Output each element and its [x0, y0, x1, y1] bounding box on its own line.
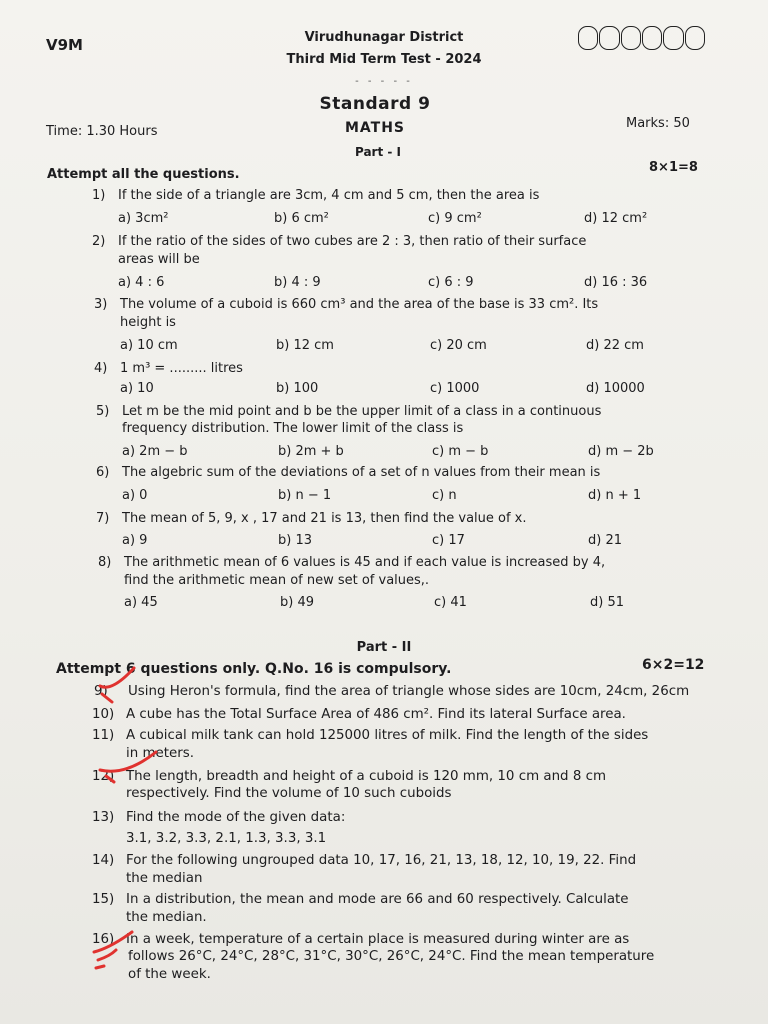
option-b: b) 100 — [276, 381, 319, 396]
question-text: The volume of a cuboid is 660 cm³ and the area of the base is 33 cm². Its — [120, 297, 599, 312]
header-divider: - - - - - — [355, 76, 413, 87]
question-15 — [92, 891, 629, 909]
question-text: If the side of a triangle are 3cm, 4 cm and 5 cm, then the area is — [118, 188, 540, 203]
option-c: c) n — [432, 488, 457, 503]
question-text-cont: height is — [120, 315, 176, 330]
question-text-cont: the median — [126, 871, 203, 886]
test-title: Third Mid Term Test - 2024 — [286, 52, 482, 67]
question-text-cont: in meters. — [126, 746, 194, 761]
option-a: a) 3cm² — [118, 211, 169, 226]
option-a: a) 4 : 6 — [118, 275, 165, 290]
option-d: d) 16 : 36 — [584, 275, 648, 290]
part-two-title: Part - II — [356, 640, 412, 655]
option-a: a) 10 cm — [120, 338, 178, 353]
question-text: Using Heron's formula, find the area of triangle whose sides are 10cm, 24cm, 26cm — [128, 684, 690, 699]
time-allowed: Time: 1.30 Hours — [46, 124, 158, 139]
total-marks: Marks: 50 — [626, 116, 690, 131]
option-b: b) 4 : 9 — [274, 275, 321, 290]
question-number: 7) — [96, 511, 110, 526]
option-a: a) 10 — [120, 381, 154, 396]
question-3 — [94, 296, 598, 314]
part-two-instruction: Attempt 6 questions only. Q.No. 16 is compulsory. — [56, 661, 452, 677]
question-text-cont: areas will be — [118, 252, 200, 267]
question-number: 11) — [92, 728, 115, 743]
option-a: a) 45 — [124, 595, 158, 610]
register-box — [642, 26, 662, 50]
option-d: d) 21 — [588, 533, 622, 548]
option-c: c) 1000 — [430, 381, 480, 396]
question-text-cont: follows 26°C, 24°C, 28°C, 31°C, 30°C, 26°C, 24°C. Find the mean temperature — [128, 949, 655, 964]
subject-title: MATHS — [344, 120, 406, 136]
option-b: b) 49 — [280, 595, 314, 610]
part-two-score: 6×2=12 — [642, 657, 705, 673]
question-number: 13) — [92, 810, 115, 825]
register-box — [578, 26, 598, 50]
question-text: Find the mode of the given data: — [126, 810, 346, 825]
register-box — [599, 26, 619, 50]
option-a: a) 9 — [122, 533, 148, 548]
question-number: 3) — [94, 297, 108, 312]
paper-code: V9M — [46, 36, 83, 54]
question-number: 4) — [94, 361, 108, 376]
question-text: A cube has the Total Surface Area of 486 cm². Find its lateral Surface area. — [126, 707, 626, 722]
question-text: The arithmetic mean of 6 values is 45 and if each value is increased by 4, — [124, 555, 606, 570]
question-text: Let m be the mid point and b be the upper limit of a class in a continuous — [122, 404, 602, 419]
question-10 — [92, 706, 626, 724]
option-b: b) 13 — [278, 533, 312, 548]
question-number: 5) — [96, 404, 110, 419]
question-text: In a week, temperature of a certain place is measured during winter are as — [126, 932, 630, 947]
question-1 — [92, 187, 539, 205]
question-5 — [96, 403, 601, 421]
option-d: d) m − 2b — [588, 444, 654, 459]
part-one-instruction: Attempt all the questions. — [47, 167, 240, 182]
question-text: The mean of 5, 9, x , 17 and 21 is 13, then find the value of x. — [122, 511, 527, 526]
question-text-cont: of the week. — [128, 967, 211, 982]
part-one-title: Part - I — [354, 145, 402, 159]
option-d: d) 12 cm² — [584, 211, 648, 226]
option-b: b) 2m + b — [278, 444, 344, 459]
question-number: 6) — [96, 465, 110, 480]
option-c: c) 41 — [434, 595, 467, 610]
question-text: If the ratio of the sides of two cubes are 2 : 3, then ratio of their surface — [118, 234, 587, 249]
question-9 — [94, 683, 689, 701]
question-text: A cubical milk tank can hold 125000 litres of milk. Find the length of the sides — [126, 728, 649, 743]
option-c: c) 17 — [432, 533, 465, 548]
question-8 — [98, 554, 605, 572]
option-c: c) 20 cm — [430, 338, 487, 353]
register-number-boxes — [578, 26, 706, 50]
question-7 — [96, 510, 527, 528]
question-11 — [92, 727, 648, 745]
question-14 — [92, 852, 636, 870]
option-d: d) 51 — [590, 595, 624, 610]
option-a: a) 0 — [122, 488, 148, 503]
question-4 — [94, 360, 243, 378]
question-number: 14) — [92, 853, 115, 868]
question-16 — [92, 931, 629, 949]
data-values: 3.1, 3.2, 3.3, 2.1, 1.3, 3.3, 3.1 — [126, 831, 327, 846]
question-number: 9) — [94, 684, 108, 699]
part-one-score: 8×1=8 — [649, 160, 698, 175]
question-number: 10) — [92, 707, 115, 722]
register-box — [621, 26, 641, 50]
option-a: a) 2m − b — [122, 444, 188, 459]
question-text: The algebric sum of the deviations of a set of n values from their mean is — [122, 465, 601, 480]
question-number: 8) — [98, 555, 112, 570]
question-12 — [92, 768, 606, 786]
standard-title: Standard 9 — [319, 94, 431, 114]
question-text-cont: respectively. Find the volume of 10 such cuboids — [126, 786, 452, 801]
question-number: 1) — [92, 188, 106, 203]
option-b: b) 6 cm² — [274, 211, 329, 226]
question-2 — [92, 233, 586, 251]
question-6 — [96, 464, 600, 482]
option-d: d) n + 1 — [588, 488, 642, 503]
option-d: d) 22 cm — [586, 338, 644, 353]
district-title: Virudhunagar District — [304, 30, 464, 45]
option-c: c) 9 cm² — [428, 211, 482, 226]
question-text: In a distribution, the mean and mode are 66 and 60 respectively. Calculate — [126, 892, 629, 907]
question-number: 2) — [92, 234, 106, 249]
register-box — [685, 26, 705, 50]
option-c: c) m − b — [432, 444, 489, 459]
option-b: b) n − 1 — [278, 488, 332, 503]
option-c: c) 6 : 9 — [428, 275, 474, 290]
register-box — [663, 26, 683, 50]
question-number: 16) — [92, 932, 115, 947]
question-number: 15) — [92, 892, 115, 907]
question-number: 12) — [92, 769, 115, 784]
question-text-cont: find the arithmetic mean of new set of values,. — [124, 573, 430, 588]
question-text-cont: frequency distribution. The lower limit of the class is — [122, 421, 464, 436]
question-text: The length, breadth and height of a cuboid is 120 mm, 10 cm and 8 cm — [126, 769, 606, 784]
question-text-cont: the median. — [126, 910, 207, 925]
question-text: For the following ungrouped data 10, 17, 16, 21, 13, 18, 12, 10, 19, 22. Find — [126, 853, 637, 868]
option-b: b) 12 cm — [276, 338, 334, 353]
question-text: 1 m³ = ......... litres — [120, 361, 243, 376]
question-13 — [92, 809, 345, 827]
option-d: d) 10000 — [586, 381, 645, 396]
